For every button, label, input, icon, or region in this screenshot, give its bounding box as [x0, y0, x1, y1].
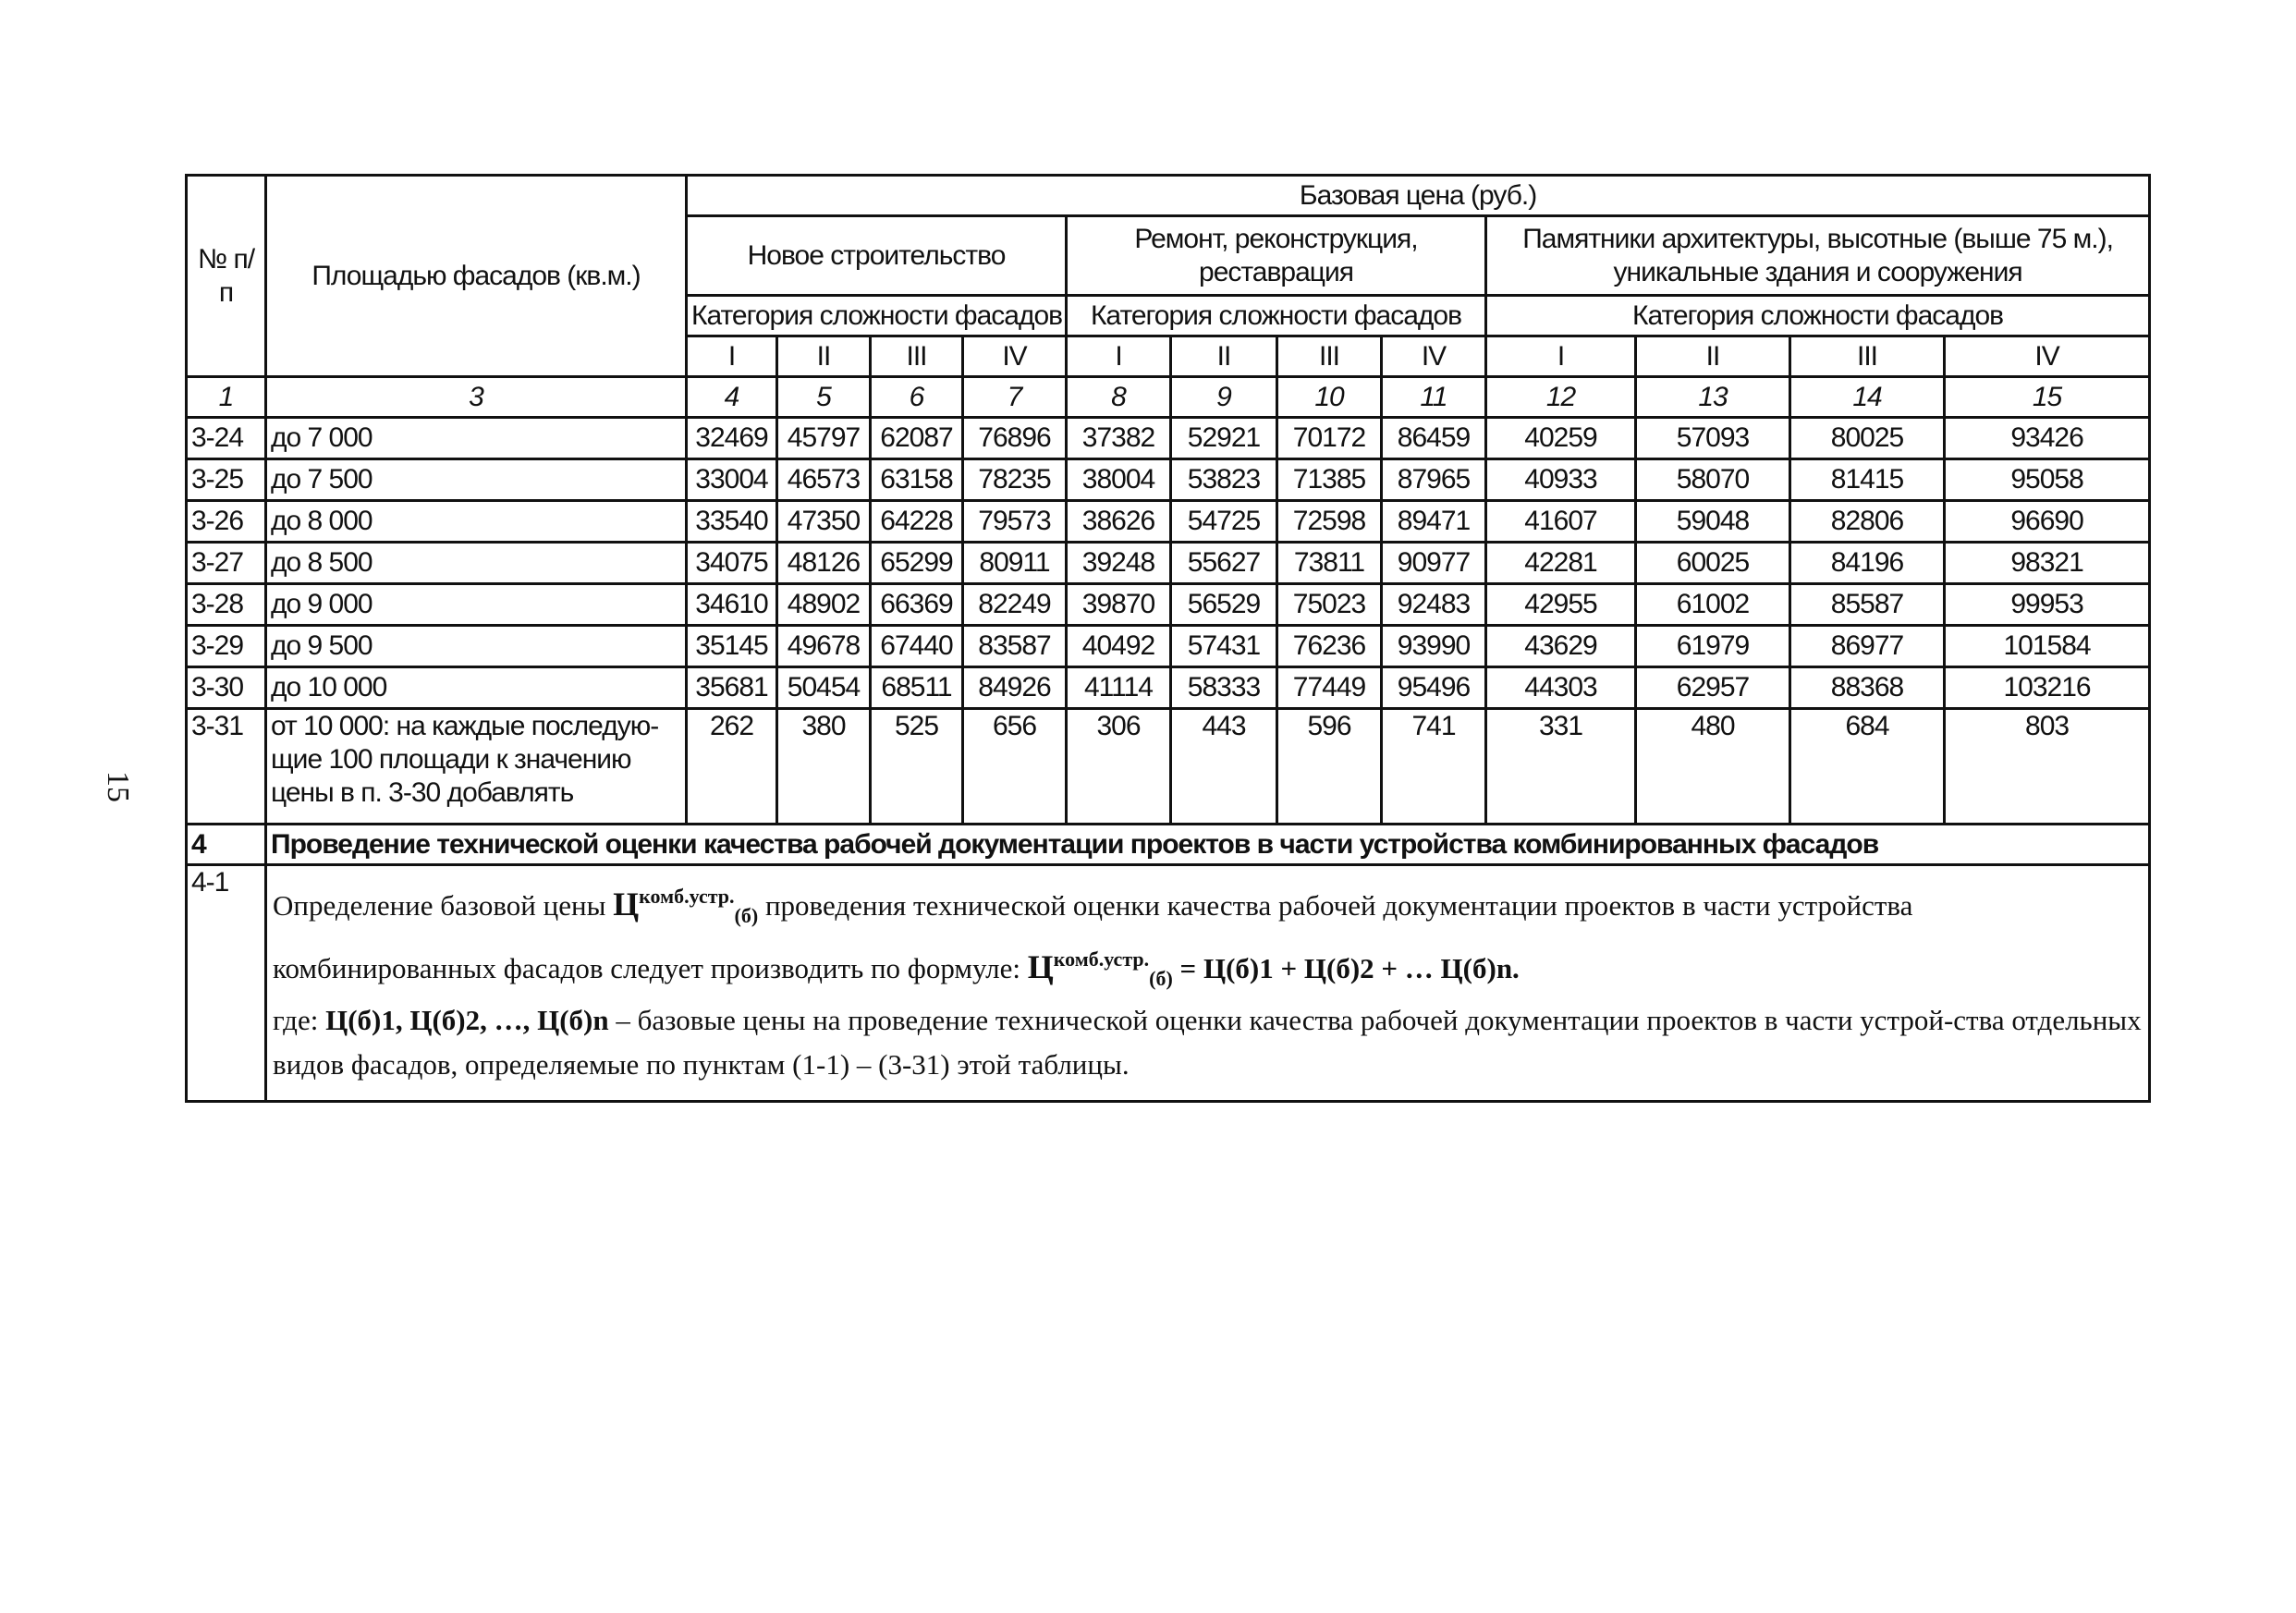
price-cell: 34075 — [687, 543, 777, 584]
price-cell: 76236 — [1277, 626, 1382, 667]
price-cell: 33004 — [687, 459, 777, 501]
price-cell: 62087 — [871, 418, 963, 459]
price-cell: 306 — [1067, 709, 1171, 825]
price-cell: 79573 — [963, 501, 1067, 543]
table-row — [187, 501, 2150, 543]
price-cell: 65299 — [871, 543, 963, 584]
price-cell: 52921 — [1171, 418, 1277, 459]
section-code: 4 — [187, 825, 266, 865]
price-cell: 656 — [963, 709, 1067, 825]
category-cell: I — [687, 336, 777, 377]
price-cell: 40259 — [1486, 418, 1636, 459]
price-cell: 41607 — [1486, 501, 1636, 543]
price-cell: 55627 — [1171, 543, 1277, 584]
price-cell: 99953 — [1945, 584, 2150, 626]
price-cell: 86977 — [1790, 626, 1945, 667]
price-cell: 59048 — [1636, 501, 1790, 543]
price-symbol: $Ц^{комб.устр.}_{(б)}$ — [1027, 947, 1173, 990]
price-cell: 90977 — [1382, 543, 1486, 584]
row-code: 3-30 — [187, 667, 266, 709]
index-cell: 13 — [1636, 377, 1790, 418]
header-no: № п/п — [187, 176, 266, 377]
price-cell: 45797 — [777, 418, 871, 459]
price-cell: 93426 — [1945, 418, 2150, 459]
price-cell: 87965 — [1382, 459, 1486, 501]
table-row — [187, 459, 2150, 501]
price-cell: 64228 — [871, 501, 963, 543]
price-cell: 46573 — [777, 459, 871, 501]
category-cell: IV — [1945, 336, 2150, 377]
index-cell: 10 — [1277, 377, 1382, 418]
section-4-row — [187, 825, 2150, 865]
category-cell: IV — [1382, 336, 1486, 377]
price-cell: 71385 — [1277, 459, 1382, 501]
group-new-construction: Новое строительство — [687, 216, 1067, 296]
category-cell: II — [1171, 336, 1277, 377]
price-cell: 40933 — [1486, 459, 1636, 501]
price-cell: 684 — [1790, 709, 1945, 825]
price-cell: 32469 — [687, 418, 777, 459]
category-cell: II — [1636, 336, 1790, 377]
formula-symbols: Ц(б)1, Ц(б)2, …, Ц(б)n — [325, 1004, 609, 1037]
price-cell: 82806 — [1790, 501, 1945, 543]
category-cell: I — [1067, 336, 1171, 377]
category-label: Категория сложности фасадов — [1486, 296, 2150, 336]
index-cell: 9 — [1171, 377, 1277, 418]
price-cell: 61979 — [1636, 626, 1790, 667]
note-paragraph-1: Определение базовой цены $Ц^{комб.устр.}_{(б)}$ проведения технической оценки качества рабочей документации проектов в части устройства — [273, 885, 1913, 928]
price-cell: 33540 — [687, 501, 777, 543]
price-cell: 78235 — [963, 459, 1067, 501]
price-cell: 72598 — [1277, 501, 1382, 543]
price-cell: 73811 — [1277, 543, 1382, 584]
row-code: 4-1 — [187, 865, 266, 1102]
price-cell: 75023 — [1277, 584, 1382, 626]
price-cell: 42281 — [1486, 543, 1636, 584]
header-row-1 — [187, 176, 2150, 216]
row-code: 3-28 — [187, 584, 266, 626]
row-code: 3-27 — [187, 543, 266, 584]
index-cell: 1 — [187, 377, 266, 418]
index-cell: 14 — [1790, 377, 1945, 418]
price-cell: 47350 — [777, 501, 871, 543]
price-cell: 81415 — [1790, 459, 1945, 501]
price-cell: 103216 — [1945, 667, 2150, 709]
price-cell: 89471 — [1382, 501, 1486, 543]
row-area: до 8 000 — [266, 501, 687, 543]
index-cell: 15 — [1945, 377, 2150, 418]
row-area: до 10 000 — [266, 667, 687, 709]
table-row — [187, 667, 2150, 709]
price-cell: 77449 — [1277, 667, 1382, 709]
price-cell: 58070 — [1636, 459, 1790, 501]
price-cell: 80911 — [963, 543, 1067, 584]
category-cell: I — [1486, 336, 1636, 377]
category-label: Категория сложности фасадов — [687, 296, 1067, 336]
price-cell: 86459 — [1382, 418, 1486, 459]
page-number: 15 — [101, 771, 135, 802]
price-cell: 76896 — [963, 418, 1067, 459]
price-cell: 80025 — [1790, 418, 1945, 459]
header-area: Площадью фасадов (кв.м.) — [266, 176, 687, 377]
price-cell: 39870 — [1067, 584, 1171, 626]
price-cell: 48126 — [777, 543, 871, 584]
price-cell: 38626 — [1067, 501, 1171, 543]
price-cell: 63158 — [871, 459, 963, 501]
price-cell: 57431 — [1171, 626, 1277, 667]
price-cell: 92483 — [1382, 584, 1486, 626]
index-cell: 7 — [963, 377, 1067, 418]
group-repair: Ремонт, реконструкция, реставрация — [1067, 216, 1486, 296]
category-cell: III — [871, 336, 963, 377]
price-cell: 84196 — [1790, 543, 1945, 584]
index-cell: 12 — [1486, 377, 1636, 418]
price-cell: 49678 — [777, 626, 871, 667]
category-cell: III — [1277, 336, 1382, 377]
price-cell: 82249 — [963, 584, 1067, 626]
price-cell: 83587 — [963, 626, 1067, 667]
price-cell: 35145 — [687, 626, 777, 667]
price-cell: 98321 — [1945, 543, 2150, 584]
column-index-row — [187, 377, 2150, 418]
index-cell: 5 — [777, 377, 871, 418]
price-cell: 48902 — [777, 584, 871, 626]
price-cell: 58333 — [1171, 667, 1277, 709]
category-cell: IV — [963, 336, 1067, 377]
price-cell: 41114 — [1067, 667, 1171, 709]
price-cell: 42955 — [1486, 584, 1636, 626]
table-row — [187, 626, 2150, 667]
header-base-price: Базовая цена (руб.) — [687, 176, 2150, 216]
row-area: до 9 500 — [266, 626, 687, 667]
price-cell: 596 — [1277, 709, 1382, 825]
price-cell: 61002 — [1636, 584, 1790, 626]
price-cell: 443 — [1171, 709, 1277, 825]
row-area: до 9 000 — [266, 584, 687, 626]
row-code: 3-26 — [187, 501, 266, 543]
category-cell: II — [777, 336, 871, 377]
price-cell: 66369 — [871, 584, 963, 626]
price-cell: 67440 — [871, 626, 963, 667]
price-table — [185, 174, 2151, 1103]
category-cell: III — [1790, 336, 1945, 377]
formula-rhs: = Ц(б)1 + Ц(б)2 + … Ц(б)n. — [1179, 951, 1520, 984]
price-cell: 43629 — [1486, 626, 1636, 667]
price-cell: 62957 — [1636, 667, 1790, 709]
price-cell: 40492 — [1067, 626, 1171, 667]
price-cell: 60025 — [1636, 543, 1790, 584]
price-cell: 380 — [777, 709, 871, 825]
row-area: до 7 000 — [266, 418, 687, 459]
price-symbol: $Ц^{комб.устр.}_{(б)}$ — [613, 885, 759, 928]
index-cell: 6 — [871, 377, 963, 418]
price-cell: 741 — [1382, 709, 1486, 825]
table-row — [187, 584, 2150, 626]
table-row — [187, 543, 2150, 584]
price-cell: 37382 — [1067, 418, 1171, 459]
price-cell: 38004 — [1067, 459, 1171, 501]
index-cell: 4 — [687, 377, 777, 418]
price-cell: 95496 — [1382, 667, 1486, 709]
note-paragraph-3: где: Ц(б)1, Ц(б)2, …, Ц(б)n – базовые цены на проведение технической оценки качества рабочей документации проектов в части устрой-ства отдельных видов фасадов, определяемые по пунктам (1-1) – (3-31) этой таблицы. — [273, 1004, 2142, 1081]
price-cell: 50454 — [777, 667, 871, 709]
price-cell: 101584 — [1945, 626, 2150, 667]
price-cell: 95058 — [1945, 459, 2150, 501]
price-cell: 331 — [1486, 709, 1636, 825]
price-cell: 262 — [687, 709, 777, 825]
row-code: 3-24 — [187, 418, 266, 459]
price-cell: 53823 — [1171, 459, 1277, 501]
index-cell: 8 — [1067, 377, 1171, 418]
price-cell: 88368 — [1790, 667, 1945, 709]
category-label: Категория сложности фасадов — [1067, 296, 1486, 336]
price-cell: 39248 — [1067, 543, 1171, 584]
price-cell: 480 — [1636, 709, 1790, 825]
price-cell: 525 — [871, 709, 963, 825]
price-cell: 96690 — [1945, 501, 2150, 543]
formula-note — [266, 865, 2150, 1102]
price-cell: 84926 — [963, 667, 1067, 709]
price-cell: 57093 — [1636, 418, 1790, 459]
price-cell: 85587 — [1790, 584, 1945, 626]
section-title: Проведение технической оценки качества рабочей документации проектов в части устройства комбинированных фасадов — [266, 825, 2150, 865]
price-cell: 35681 — [687, 667, 777, 709]
price-cell: 34610 — [687, 584, 777, 626]
price-cell: 68511 — [871, 667, 963, 709]
row-code: 3-25 — [187, 459, 266, 501]
table-row — [187, 418, 2150, 459]
price-cell: 93990 — [1382, 626, 1486, 667]
index-cell: 11 — [1382, 377, 1486, 418]
price-cell: 54725 — [1171, 501, 1277, 543]
price-cell: 56529 — [1171, 584, 1277, 626]
row-4-1 — [187, 865, 2150, 1102]
note-paragraph-2: комбинированных фасадов следует производить по формуле: $Ц^{комб.устр.}_{(б)} = Ц(б)1 + Ц(б)2$ + … Ц(б)n. — [273, 947, 1520, 990]
row-area: от 10 000: на каждые последую-щие 100 площади к значению цены в п. 3-30 добавлять — [266, 709, 687, 825]
index-cell: 3 — [266, 377, 687, 418]
row-area: до 7 500 — [266, 459, 687, 501]
price-cell: 70172 — [1277, 418, 1382, 459]
price-cell: 44303 — [1486, 667, 1636, 709]
row-area: до 8 500 — [266, 543, 687, 584]
table-row-3-31 — [187, 709, 2150, 825]
row-code: 3-29 — [187, 626, 266, 667]
price-cell: 803 — [1945, 709, 2150, 825]
row-code: 3-31 — [187, 709, 266, 825]
group-monuments: Памятники архитектуры, высотные (выше 75 м.), уникальные здания и сооружения — [1486, 216, 2150, 296]
